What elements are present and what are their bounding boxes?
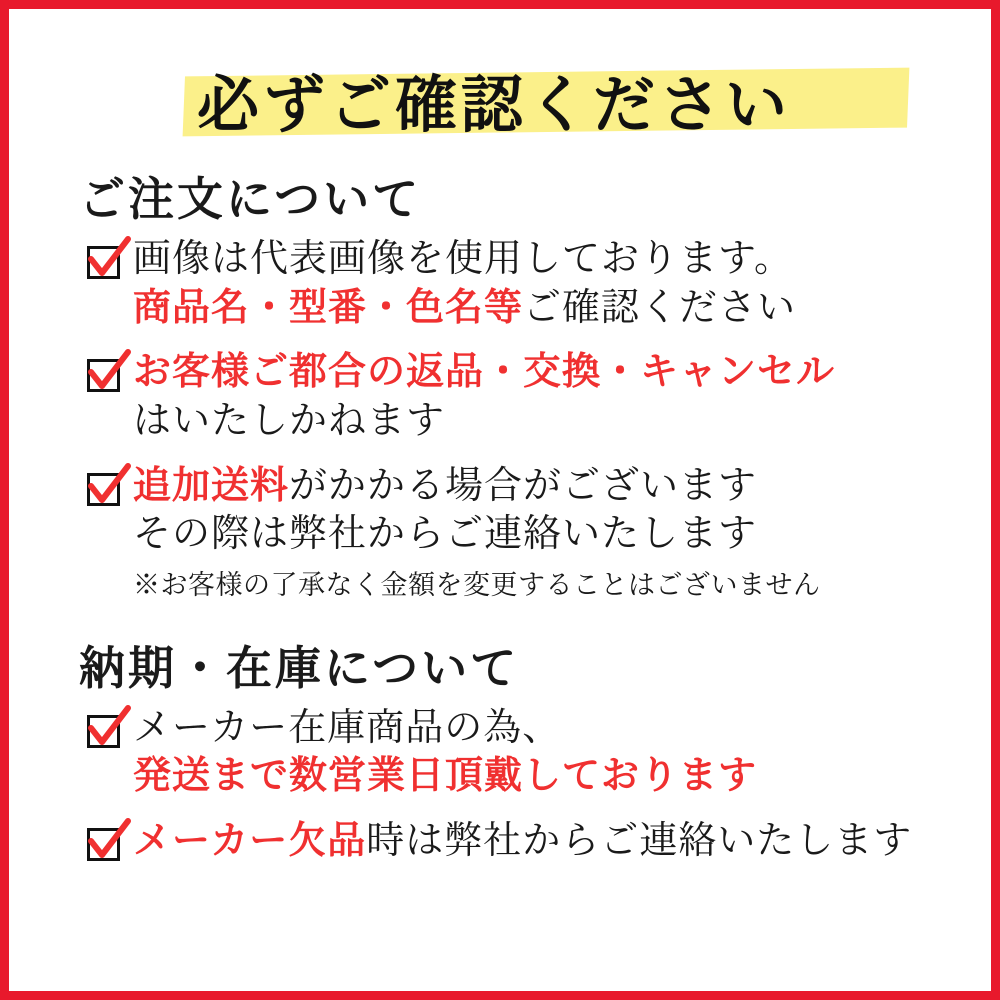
item-line: 画像は代表画像を使用しております。 [133, 238, 793, 280]
item-text [133, 704, 951, 801]
item-text [133, 462, 951, 602]
item-emphasis: 商品名・型番・色名等 [133, 286, 524, 329]
checkbox-checked-icon [85, 470, 125, 510]
notice-page [9, 9, 991, 991]
item-line: はいたしかねます [133, 399, 446, 442]
item-text [133, 348, 951, 445]
list-item [85, 348, 951, 445]
list-item [85, 817, 951, 866]
item-line: その際は弊社からご連絡いたします [133, 513, 758, 556]
border-left [0, 0, 9, 1000]
list-item [85, 462, 951, 602]
item-line: お客様ご都合の返品・交換・キャンセル [133, 351, 836, 394]
checkbox-checked-icon [85, 825, 125, 865]
item-emphasis: 追加送料 [133, 464, 290, 507]
item-line [133, 284, 951, 333]
item-line: 発送まで数営業日頂戴しております [133, 755, 758, 798]
page-title: 必ずご確認ください [197, 72, 792, 140]
border-bottom [0, 991, 1000, 1000]
checkbox-checked-icon [85, 243, 125, 283]
headline-block [49, 37, 951, 147]
item-line [133, 817, 951, 866]
item-line [133, 462, 951, 511]
list-item [85, 704, 951, 801]
item-line: メーカー在庫商品の為、 [133, 706, 562, 749]
border-right [991, 0, 1000, 1000]
checkbox-checked-icon [85, 712, 125, 752]
item-tail: 時は弊社からご連絡いたします [366, 820, 913, 862]
item-note: ※お客様の了承なく金額を変更することはございません [133, 569, 821, 600]
item-text [133, 235, 951, 332]
item-tail: ご確認ください [523, 286, 797, 329]
item-emphasis: メーカー欠品 [133, 820, 367, 862]
list-item [85, 235, 951, 332]
checkbox-checked-icon [85, 356, 125, 396]
item-text [133, 817, 951, 866]
border-top [0, 0, 1000, 9]
section-title-delivery: 納期・在庫について [79, 642, 520, 694]
item-tail: がかかる場合がございます [289, 464, 758, 507]
section-title-orders: ご注文について [79, 174, 422, 225]
